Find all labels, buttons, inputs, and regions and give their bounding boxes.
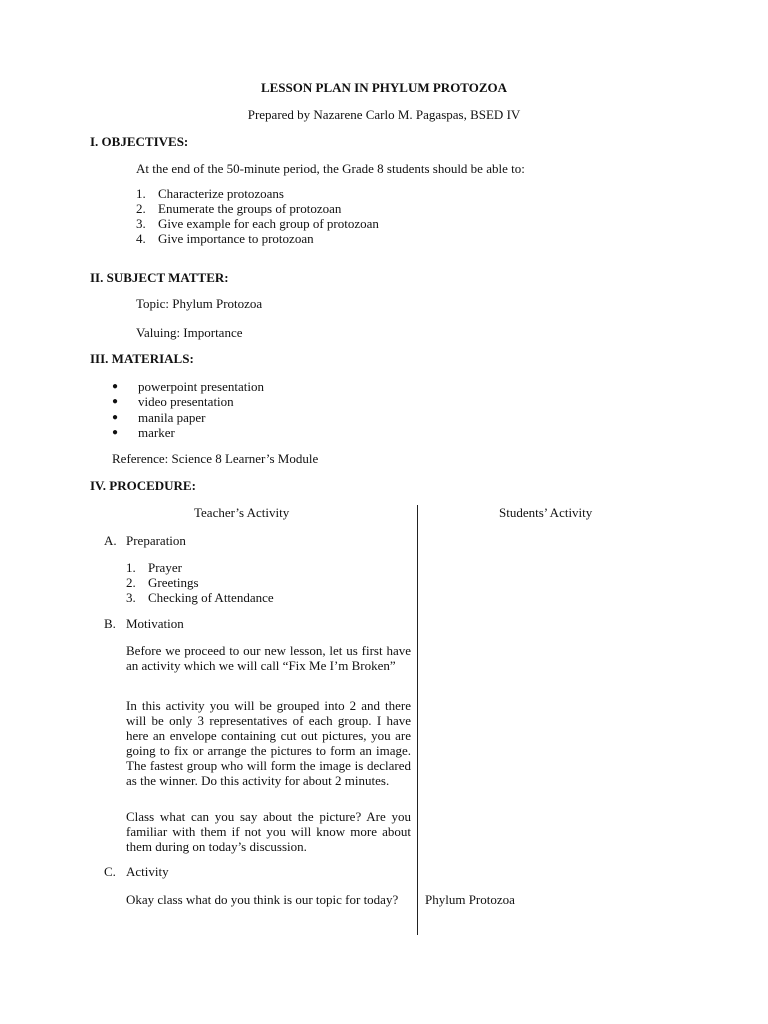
teacher-activity-header: Teacher’s Activity	[194, 505, 290, 520]
activity-student-answer: Phylum Protozoa	[425, 892, 515, 907]
subject-matter-heading: II. SUBJECT MATTER:	[90, 270, 229, 285]
objectives-heading: I. OBJECTIVES:	[90, 134, 189, 149]
subject-topic: Topic: Phylum Protozoa	[136, 296, 263, 311]
students-activity-header: Students’ Activity	[499, 505, 593, 520]
bullet-icon: ●	[112, 381, 119, 392]
column-divider	[417, 505, 418, 935]
objectives-intro: At the end of the 50-minute period, the Grade 8 students should be able to:	[136, 161, 525, 176]
bullet-icon: ●	[112, 396, 119, 407]
materials-reference: Reference: Science 8 Learner’s Module	[112, 451, 319, 466]
prepared-by: Prepared by Nazarene Carlo M. Pagaspas, BSED IV	[247, 107, 521, 122]
activity-question: Okay class what do you think is our topic for today?	[126, 892, 399, 907]
motivation-paragraph-1: Before we proceed to our new lesson, let us first have an activity which we will call “Fix Me I’m Broken”	[126, 643, 411, 673]
motivation-paragraph-2: In this activity you will be grouped into 2 and there will be only 3 representatives of each group. I have here an envelope containing cut out pictures, you are going to fix or arrange the pictures to form an image. The fastest group who will form the image is declared as the winner. Do this activity for about 2 minutes.	[126, 698, 411, 788]
motivation-paragraph-3: Class what can you say about the picture? Are you familiar with them if not you will know more about them during on today’s discussion.	[126, 809, 411, 854]
procedure-heading: IV. PROCEDURE:	[90, 478, 196, 493]
page-title: LESSON PLAN IN PHYLUM PROTOZOA	[260, 80, 508, 95]
materials-heading: III. MATERIALS:	[90, 351, 194, 366]
bullet-icon: ●	[112, 427, 119, 438]
subject-valuing: Valuing: Importance	[136, 325, 243, 340]
bullet-icon: ●	[112, 412, 119, 423]
